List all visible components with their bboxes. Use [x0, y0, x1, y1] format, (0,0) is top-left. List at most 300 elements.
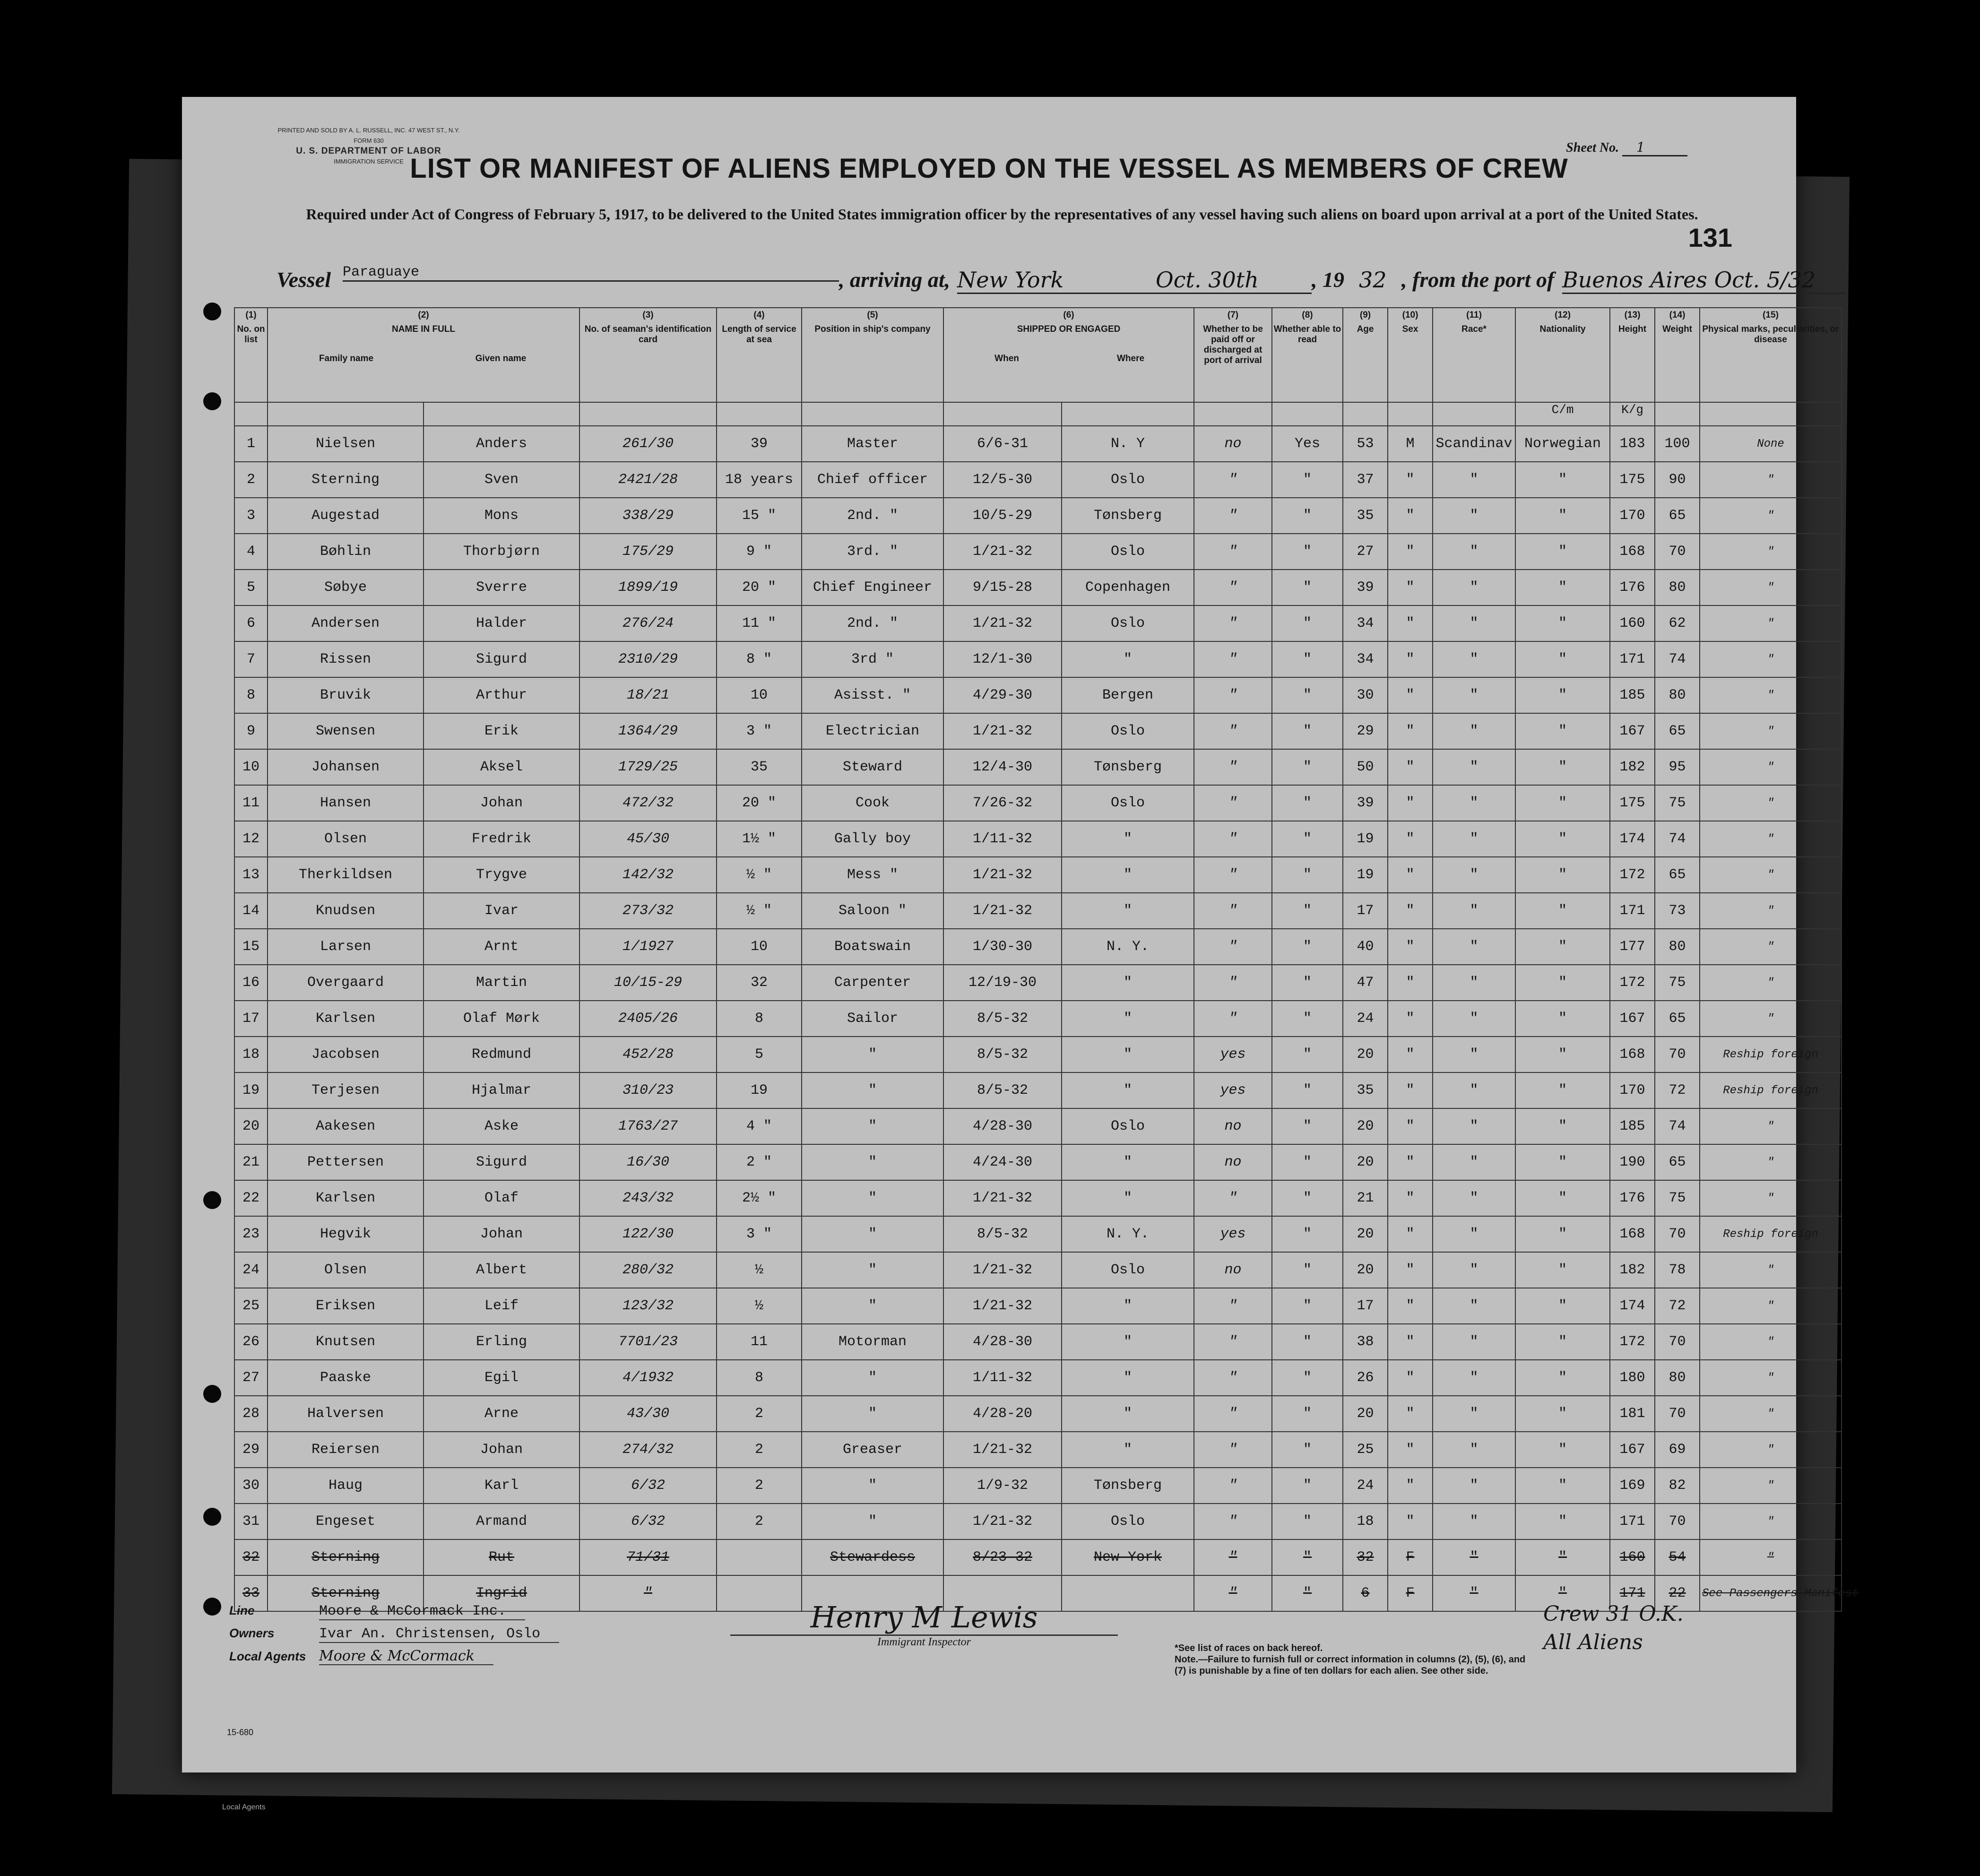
cell-sex: ": [1388, 1360, 1433, 1396]
column-number: (15): [1763, 310, 1779, 320]
cell-given: Rut: [424, 1539, 579, 1575]
cell-race: ": [1433, 929, 1515, 965]
cell-height: 167: [1610, 1432, 1655, 1468]
cell-where: Tønsberg: [1062, 749, 1194, 785]
cell-service: 4 ": [717, 1108, 802, 1144]
cell-service: 9 ": [717, 534, 802, 570]
cell-when: 4/29-30: [943, 677, 1062, 713]
column-number: (2): [418, 310, 429, 320]
arriving-port: New York: [957, 267, 1156, 294]
cell-marks: ": [1700, 965, 1842, 1001]
cell-weight: 65: [1655, 1001, 1700, 1037]
cell-read: ": [1272, 713, 1343, 749]
cell-service: 2: [717, 1468, 802, 1504]
cell-read: ": [1272, 1324, 1343, 1360]
cell-marks: ": [1700, 1539, 1842, 1575]
cell-race: ": [1433, 1180, 1515, 1216]
cell-sex: ": [1388, 570, 1433, 605]
cell-where: ": [1062, 1072, 1194, 1108]
cell-marks: ": [1700, 1288, 1842, 1324]
cell-height: 172: [1610, 1324, 1655, 1360]
cell-height: 167: [1610, 1001, 1655, 1037]
cell-marks: ": [1700, 534, 1842, 570]
cell-read: ": [1272, 1432, 1343, 1468]
cell-race: ": [1433, 1539, 1515, 1575]
cell-read: ": [1272, 605, 1343, 641]
column-header: [1272, 308, 1343, 402]
cell-height: 171: [1610, 893, 1655, 929]
table-header: [234, 308, 1842, 426]
cell-position: 3rd ": [802, 641, 943, 677]
cell-position: 2nd. ": [802, 605, 943, 641]
units-cell: [234, 402, 268, 426]
cell-service: 11: [717, 1324, 802, 1360]
cell-no: 14: [234, 893, 268, 929]
cell-age: 25: [1343, 1432, 1388, 1468]
cell-sex: ": [1388, 857, 1433, 893]
cell-family: Terjesen: [268, 1072, 424, 1108]
cell-nat: ": [1515, 893, 1610, 929]
cell-card: 71/31: [579, 1539, 717, 1575]
cell-age: 50: [1343, 749, 1388, 785]
crew-row: [234, 1144, 1842, 1180]
cell-card: 280/32: [579, 1252, 717, 1288]
cell-nat: Norwegian: [1515, 426, 1610, 462]
cell-card: 338/29: [579, 498, 717, 534]
cell-when: 8/5-32: [943, 1072, 1062, 1108]
cell-height: 185: [1610, 1108, 1655, 1144]
cell-read: ": [1272, 1108, 1343, 1144]
cell-position: Boatswain: [802, 929, 943, 965]
cell-read: ": [1272, 1144, 1343, 1180]
cell-marks: ": [1700, 1108, 1842, 1144]
cell-when: 4/28-30: [943, 1324, 1062, 1360]
column-number: (5): [867, 310, 878, 320]
units-cell: [1655, 402, 1700, 426]
cell-card: 123/32: [579, 1288, 717, 1324]
cell-no: 4: [234, 534, 268, 570]
cell-read: ": [1272, 1001, 1343, 1037]
cell-sex: ": [1388, 713, 1433, 749]
cell-marks: ": [1700, 641, 1842, 677]
cell-age: 30: [1343, 677, 1388, 713]
crew-row: [234, 713, 1842, 749]
crew-row: [234, 1539, 1842, 1575]
cell-race: ": [1433, 857, 1515, 893]
cell-read: ": [1272, 1396, 1343, 1432]
cell-when: 6/6-31: [943, 426, 1062, 462]
cell-paid: ": [1194, 1396, 1272, 1432]
line-row: [229, 1602, 559, 1625]
crew-row: [234, 785, 1842, 821]
cell-position: Asisst. ": [802, 677, 943, 713]
cell-age: 39: [1343, 785, 1388, 821]
cell-marks: ": [1700, 1360, 1842, 1396]
cell-age: 24: [1343, 1001, 1388, 1037]
cell-sex: ": [1388, 677, 1433, 713]
cell-service: 19: [717, 1072, 802, 1108]
cell-family: Olsen: [268, 1252, 424, 1288]
cell-family: Therkildsen: [268, 857, 424, 893]
cell-read: ": [1272, 677, 1343, 713]
cell-weight: 80: [1655, 570, 1700, 605]
cell-paid: ": [1194, 857, 1272, 893]
cell-when: 1/30-30: [943, 929, 1062, 965]
cell-nat: ": [1515, 1360, 1610, 1396]
cell-age: 27: [1343, 534, 1388, 570]
column-number: (3): [642, 310, 654, 320]
cell-service: 3 ": [717, 1216, 802, 1252]
cell-where: Oslo: [1062, 1252, 1194, 1288]
cell-weight: 100: [1655, 426, 1700, 462]
cell-race: ": [1433, 1037, 1515, 1072]
cell-when: 7/26-32: [943, 785, 1062, 821]
cell-no: 27: [234, 1360, 268, 1396]
cell-race: ": [1433, 498, 1515, 534]
cell-service: 35: [717, 749, 802, 785]
cell-age: 20: [1343, 1108, 1388, 1144]
crew-row: [234, 605, 1842, 641]
cell-nat: ": [1515, 1108, 1610, 1144]
cell-race: ": [1433, 677, 1515, 713]
cell-when: 1/21-32: [943, 534, 1062, 570]
cell-service: 2: [717, 1396, 802, 1432]
cell-when: 1/21-32: [943, 605, 1062, 641]
arrival-date: Oct. 30th: [1156, 267, 1312, 294]
agents-row: [229, 1648, 559, 1670]
cell-paid: ": [1194, 821, 1272, 857]
cell-height: 169: [1610, 1468, 1655, 1504]
cell-race: ": [1433, 785, 1515, 821]
cell-sex: ": [1388, 1504, 1433, 1539]
cell-where: Oslo: [1062, 1504, 1194, 1539]
cell-service: ½ ": [717, 893, 802, 929]
agents-value: Moore & McCormack: [319, 1648, 493, 1665]
cell-no: 13: [234, 857, 268, 893]
crew-row: [234, 534, 1842, 570]
column-header: [1515, 308, 1610, 402]
cell-weight: 75: [1655, 965, 1700, 1001]
cell-when: 1/21-32: [943, 857, 1062, 893]
cell-read: ": [1272, 749, 1343, 785]
cell-nat: ": [1515, 534, 1610, 570]
cell-sex: ": [1388, 785, 1433, 821]
cell-weight: 90: [1655, 462, 1700, 498]
cell-family: Hegvik: [268, 1216, 424, 1252]
footnote: [1175, 1643, 1534, 1677]
cell-height: 160: [1610, 605, 1655, 641]
cell-no: 25: [234, 1288, 268, 1324]
column-number: (11): [1466, 310, 1482, 320]
cell-nat: ": [1515, 1252, 1610, 1288]
cell-nat: ": [1515, 570, 1610, 605]
cell-where: Oslo: [1062, 1108, 1194, 1144]
cell-card: 122/30: [579, 1216, 717, 1252]
cell-age: 6: [1343, 1575, 1388, 1611]
cell-age: 19: [1343, 857, 1388, 893]
cell-read: ": [1272, 1360, 1343, 1396]
cell-sex: F: [1388, 1539, 1433, 1575]
cell-marks: ": [1700, 1396, 1842, 1432]
cell-when: 8/5-32: [943, 1216, 1062, 1252]
cell-sex: ": [1388, 498, 1433, 534]
cell-age: 39: [1343, 570, 1388, 605]
cell-given: Erik: [424, 713, 579, 749]
cell-family: Swensen: [268, 713, 424, 749]
cell-no: 6: [234, 605, 268, 641]
cell-weight: 74: [1655, 641, 1700, 677]
cell-age: 34: [1343, 641, 1388, 677]
column-header: [268, 308, 579, 402]
cell-card: 10/15-29: [579, 965, 717, 1001]
column-number: (12): [1555, 310, 1571, 320]
cell-marks: ": [1700, 677, 1842, 713]
column-number: (13): [1624, 310, 1641, 320]
cell-nat: ": [1515, 1324, 1610, 1360]
cell-race: ": [1433, 1108, 1515, 1144]
service: IMMIGRATION SERVICE: [334, 158, 404, 165]
cell-no: 32: [234, 1539, 268, 1575]
cell-sex: ": [1388, 605, 1433, 641]
cell-sex: ": [1388, 1216, 1433, 1252]
units-cell: [424, 402, 579, 426]
crew-row: [234, 1072, 1842, 1108]
cell-age: 35: [1343, 1072, 1388, 1108]
cell-nat: ": [1515, 713, 1610, 749]
cell-paid: yes: [1194, 1072, 1272, 1108]
binder-hole: [203, 1598, 221, 1616]
binder-hole: [203, 392, 221, 410]
cell-sex: ": [1388, 1252, 1433, 1288]
cell-family: Engeset: [268, 1504, 424, 1539]
from-port: Buenos Aires Oct. 5/32: [1562, 267, 1846, 294]
cell-family: Eriksen: [268, 1288, 424, 1324]
cell-given: Mons: [424, 498, 579, 534]
from-label: , from the port of: [1401, 268, 1555, 292]
column-label: Race*: [1461, 324, 1487, 334]
crew-note: Crew 31 O.K.: [1543, 1602, 1684, 1626]
cell-card: 18/21: [579, 677, 717, 713]
cell-weight: 80: [1655, 677, 1700, 713]
cell-weight: 70: [1655, 1504, 1700, 1539]
cell-no: 8: [234, 677, 268, 713]
cell-nat: ": [1515, 1432, 1610, 1468]
cell-marks: ": [1700, 1180, 1842, 1216]
cell-paid: ": [1194, 965, 1272, 1001]
cell-given: Thorbjørn: [424, 534, 579, 570]
cell-when: 1/11-32: [943, 821, 1062, 857]
cell-no: 28: [234, 1396, 268, 1432]
crew-row: [234, 677, 1842, 713]
column-number: (9): [1359, 310, 1371, 320]
cell-marks: ": [1700, 605, 1842, 641]
cell-paid: ": [1194, 1468, 1272, 1504]
cell-marks: ": [1700, 713, 1842, 749]
cell-age: 18: [1343, 1504, 1388, 1539]
cell-age: 21: [1343, 1180, 1388, 1216]
cell-no: 11: [234, 785, 268, 821]
stamp-number: 131: [1688, 223, 1732, 252]
cell-height: 190: [1610, 1144, 1655, 1180]
cell-family: Reiersen: [268, 1432, 424, 1468]
cell-weight: 54: [1655, 1539, 1700, 1575]
cell-nat: ": [1515, 929, 1610, 965]
crew-row: [234, 641, 1842, 677]
cell-family: Andersen: [268, 605, 424, 641]
units-cell: K/g: [1610, 402, 1655, 426]
cell-no: 15: [234, 929, 268, 965]
cell-read: ": [1272, 893, 1343, 929]
cell-position: ": [802, 1037, 943, 1072]
cell-given: Erling: [424, 1324, 579, 1360]
cell-race: ": [1433, 1504, 1515, 1539]
cell-paid: ": [1194, 713, 1272, 749]
owners-label: Owners: [229, 1626, 275, 1640]
cell-where: Tønsberg: [1062, 498, 1194, 534]
manifest-sheet: [182, 97, 1859, 1772]
cell-age: 20: [1343, 1144, 1388, 1180]
header-row-numbers: [234, 308, 1842, 402]
cell-paid: ": [1194, 1504, 1272, 1539]
cell-family: Knutsen: [268, 1324, 424, 1360]
binder-hole: [203, 303, 221, 320]
cell-race: ": [1433, 893, 1515, 929]
cell-nat: ": [1515, 1001, 1610, 1037]
cell-age: 32: [1343, 1539, 1388, 1575]
cell-service: ½: [717, 1252, 802, 1288]
cell-read: ": [1272, 1468, 1343, 1504]
cell-service: 10: [717, 929, 802, 965]
cell-service: ½: [717, 1288, 802, 1324]
cell-sex: M: [1388, 426, 1433, 462]
vessel-name: Paraguaye: [343, 264, 839, 282]
cell-no: 2: [234, 462, 268, 498]
cell-height: 176: [1610, 570, 1655, 605]
cell-nat: ": [1515, 1180, 1610, 1216]
units-cell: [579, 402, 717, 426]
cell-family: Sterning: [268, 1575, 424, 1611]
column-label: No. on list: [237, 324, 265, 345]
cell-service: 2: [717, 1504, 802, 1539]
cell-when: 1/21-32: [943, 1432, 1062, 1468]
cell-no: 7: [234, 641, 268, 677]
cell-race: ": [1433, 534, 1515, 570]
cell-service: 39: [717, 426, 802, 462]
cell-position: 3rd. ": [802, 534, 943, 570]
cell-where: ": [1062, 965, 1194, 1001]
cell-weight: 22: [1655, 1575, 1700, 1611]
footnote-races: *See list of races on back hereof.: [1175, 1643, 1323, 1653]
cell-age: 29: [1343, 713, 1388, 749]
crew-row: [234, 1432, 1842, 1468]
cell-family: Bruvik: [268, 677, 424, 713]
cell-when: 8/23-32: [943, 1539, 1062, 1575]
column-number: (7): [1227, 310, 1239, 320]
binder-hole: [203, 1385, 221, 1403]
cell-given: Ingrid: [424, 1575, 579, 1611]
crew-row: [234, 1288, 1842, 1324]
cell-card: 16/30: [579, 1144, 717, 1180]
column-header: [1388, 308, 1433, 402]
cell-where: Oslo: [1062, 462, 1194, 498]
cell-read: ": [1272, 1072, 1343, 1108]
crew-row: [234, 1360, 1842, 1396]
cell-card: 1729/25: [579, 749, 717, 785]
cell-no: 30: [234, 1468, 268, 1504]
cell-card: 7701/23: [579, 1324, 717, 1360]
crew-row: [234, 1037, 1842, 1072]
cell-where: ": [1062, 857, 1194, 893]
cell-marks: ": [1700, 821, 1842, 857]
cell-sex: ": [1388, 1288, 1433, 1324]
cell-where: ": [1062, 1288, 1194, 1324]
cell-height: 181: [1610, 1396, 1655, 1432]
units-cell: [717, 402, 802, 426]
cell-read: ": [1272, 1216, 1343, 1252]
cell-read: ": [1272, 1575, 1343, 1611]
cell-when: 1/21-32: [943, 713, 1062, 749]
cell-race: ": [1433, 1396, 1515, 1432]
cell-position: ": [802, 1288, 943, 1324]
cell-height: 167: [1610, 713, 1655, 749]
agents-label: Local Agents: [229, 1649, 306, 1663]
cell-card: 276/24: [579, 605, 717, 641]
cell-family: Pettersen: [268, 1144, 424, 1180]
cell-read: ": [1272, 534, 1343, 570]
crew-row: [234, 426, 1842, 462]
units-cell: [1272, 402, 1343, 426]
cell-when: 4/24-30: [943, 1144, 1062, 1180]
cell-paid: yes: [1194, 1037, 1272, 1072]
cell-weight: 73: [1655, 893, 1700, 929]
cell-marks: ": [1700, 1504, 1842, 1539]
cell-paid: ": [1194, 1575, 1272, 1611]
cell-when: 1/21-32: [943, 893, 1062, 929]
cell-height: 185: [1610, 677, 1655, 713]
cell-race: ": [1433, 1575, 1515, 1611]
cell-card: 2310/29: [579, 641, 717, 677]
cell-position: Chief officer: [802, 462, 943, 498]
cell-sex: ": [1388, 641, 1433, 677]
column-subheader: Family name: [319, 354, 374, 363]
column-header: [579, 308, 717, 402]
crew-row: [234, 929, 1842, 965]
cell-read: ": [1272, 1504, 1343, 1539]
column-header: [1610, 308, 1655, 402]
department: U. S. DEPARTMENT OF LABOR: [296, 146, 441, 156]
cell-height: 174: [1610, 821, 1655, 857]
column-label: Whether to be paid off or discharged at port of arrival: [1203, 324, 1263, 365]
cell-weight: 74: [1655, 1108, 1700, 1144]
cell-marks: ": [1700, 749, 1842, 785]
cell-where: Oslo: [1062, 713, 1194, 749]
cell-given: Halder: [424, 605, 579, 641]
cell-read: ": [1272, 821, 1343, 857]
cell-service: 8: [717, 1360, 802, 1396]
cell-given: Arnt: [424, 929, 579, 965]
cell-no: 19: [234, 1072, 268, 1108]
cell-marks: ": [1700, 1144, 1842, 1180]
cell-position: Cook: [802, 785, 943, 821]
cell-where: ": [1062, 1360, 1194, 1396]
cell-position: Gally boy: [802, 821, 943, 857]
cell-read: ": [1272, 1539, 1343, 1575]
crew-row: [234, 570, 1842, 605]
cell-height: 175: [1610, 462, 1655, 498]
cell-card: 2421/28: [579, 462, 717, 498]
cell-position: Motorman: [802, 1324, 943, 1360]
cell-height: 171: [1610, 641, 1655, 677]
